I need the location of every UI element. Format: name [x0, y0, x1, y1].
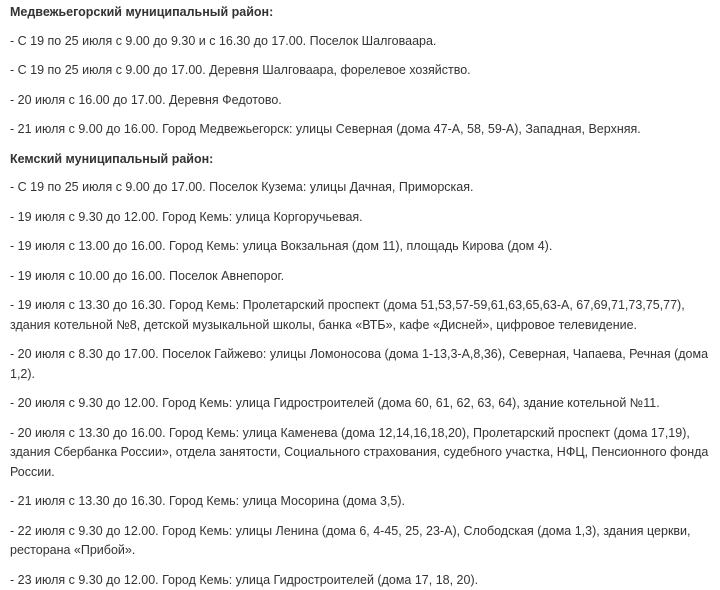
outage-entry: - С 19 по 25 июля с 9.00 до 17.00. Деревня Шалговаара, форелевое хозяйство. [10, 61, 710, 81]
outage-entry: - 22 июля с 9.30 до 12.00. Город Кемь: улицы Ленина (дома 6, 4-45, 25, 23-А), Слободская (дома 1,3), здания церкви, ресторана «Прибой». [10, 522, 710, 561]
outage-entry: - 20 июля с 8.30 до 17.00. Поселок Гайжево: улицы Ломоносова (дома 1-13,3-А,8,36), Северная, Чапаева, Речная (дома 1,2). [10, 345, 710, 384]
outage-entry: - С 19 по 25 июля с 9.00 до 9.30 и с 16.30 до 17.00. Поселок Шалговаара. [10, 32, 710, 52]
district-title: Кемский муниципальный район: [10, 150, 710, 170]
outage-entry: - 19 июля с 9.30 до 12.00. Город Кемь: улица Коргоручьевая. [10, 208, 710, 228]
outage-entry: - 20 июля с 13.30 до 16.00. Город Кемь: улица Каменева (дома 12,14,16,18,20), Пролетарский проспект (дома 17,19), здания Сбербанка России», отдела занятости, Социального страхования, судебного участка, НФЦ, Пенсионного фонда России. [10, 424, 710, 483]
outage-entry: - 20 июля с 16.00 до 17.00. Деревня Федотово. [10, 91, 710, 111]
outage-entry: - 23 июля с 9.30 до 12.00. Город Кемь: улица Гидростроителей (дома 17, 18, 20). [10, 571, 710, 590]
outage-entry: - 19 июля с 10.00 до 16.00. Поселок Авнепорог. [10, 267, 710, 287]
district-section-medvezhyegorsk [10, 3, 710, 140]
outage-entry: - 20 июля с 9.30 до 12.00. Город Кемь: улица Гидростроителей (дома 60, 61, 62, 63, 64), здание котельной №11. [10, 394, 710, 414]
outage-entry: - 21 июля с 13.30 до 16.30. Город Кемь: улица Мосорина (дома 3,5). [10, 492, 710, 512]
district-title: Медвежьегорский муниципальный район: [10, 3, 710, 23]
district-section-kem [10, 150, 710, 590]
outage-entry: - С 19 по 25 июля с 9.00 до 17.00. Поселок Кузема: улицы Дачная, Приморская. [10, 178, 710, 198]
outage-entry: - 21 июля с 9.00 до 16.00. Город Медвежьегорск: улицы Северная (дома 47-А, 58, 59-А), Западная, Верхняя. [10, 120, 710, 140]
outage-entry: - 19 июля с 13.00 до 16.00. Город Кемь: улица Вокзальная (дом 11), площадь Кирова (дом 4). [10, 237, 710, 257]
outage-entry: - 19 июля с 13.30 до 16.30. Город Кемь: Пролетарский проспект (дома 51,53,57-59,61,63,65,63-А, 67,69,71,73,75,77), здания котельной №8, детской музыкальной школы, банка «ВТБ», кафе «Дисней», цифровое телевидение. [10, 296, 710, 335]
